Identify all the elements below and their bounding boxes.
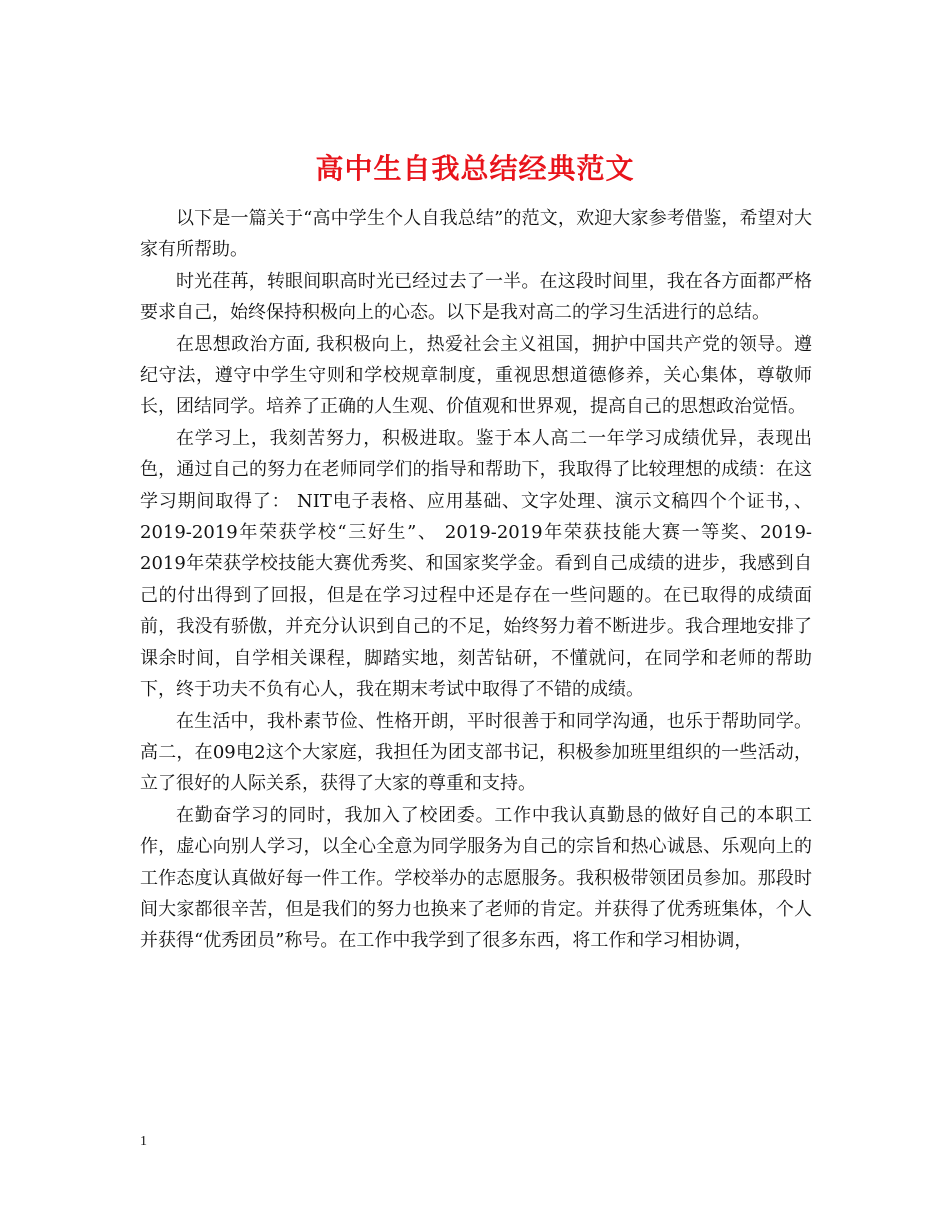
- document-title: 高中生自我总结经典范文: [315, 151, 635, 185]
- page-number: 1: [140, 1134, 147, 1149]
- paragraph-intro: 以下是一篇关于“高中学生个人自我总结”的范文，欢迎大家参考借鉴，希望对大家有所帮助。: [140, 208, 812, 261]
- paragraph-study: 在学习上，我刻苦努力，积极进取。鉴于本人高二一年学习成绩优异，表现出色，通过自己的努力在老师同学们的指导和帮助下，我取得了比较理想的成绩：在这学习期间取得了： NIT电子表格、应用基础、文字处理、演示文稿四个个证书，、2019-2019年荣获学校“三好生”、 2019-2019年荣获技能大赛一等奖、2019-2019年荣获学校技能大赛优秀奖、和国家奖学金。看到自己成绩的进步，我感到自己的付出得到了回报，但是在学习过程中还是存在一些问题的。在已取得的成绩面前，我没有骄傲，并充分认识到自己的不足，始终努力着不断进步。我合理地安排了课余时间，自学相关课程，脚踏实地，刻苦钻研，不懂就问，在同学和老师的帮助下，终于功夫不负有心人，我在期末考试中取得了不错的成绩。: [140, 427, 812, 701]
- paragraph-politics: 在思想政治方面, 我积极向上，热爱社会主义祖国，拥护中国共产党的领导。遵纪守法，遵守中学生守则和学校规章制度，重视思想道德修养，关心集体，尊敬师长，团结同学。培养了正确的人生观、价值观和世界观，提高自己的思想政治觉悟。: [140, 333, 812, 418]
- document-body: [140, 203, 812, 957]
- paragraph-life: 在生活中，我朴素节俭、性格开朗，平时很善于和同学沟通，也乐于帮助同学。高二，在09电2这个大家庭，我担任为团支部书记，积极参加班里组织的一些活动，立了很好的人际关系，获得了大家的尊重和支持。: [140, 710, 812, 795]
- paragraph-work: 在勤奋学习的同时，我加入了校团委。工作中我认真勤恳的做好自己的本职工作，虚心向别人学习，以全心全意为同学服务为自己的宗旨和热心诚恳、乐观向上的工作态度认真做好每一件工作。学校举办的志愿服务。我积极带领团员参加。那段时间大家都很辛苦，但是我们的努力也换来了老师的肯定。并获得了优秀班集体，个人并获得“优秀团员”称号。在工作中我学到了很多东西，将工作和学习相协调，: [140, 804, 812, 952]
- paragraph-time: 时光荏苒，转眼间职高时光已经过去了一半。在这段时间里，我在各方面都严格要求自己，始终保持积极向上的心态。以下是我对高二的学习生活进行的总结。: [140, 270, 812, 324]
